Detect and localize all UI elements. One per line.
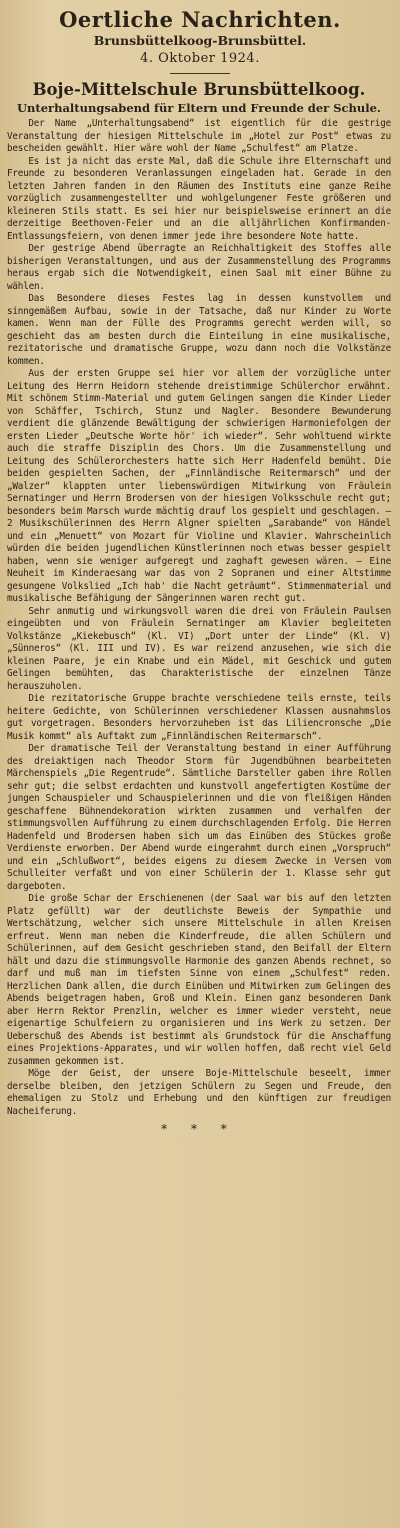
divider-rule — [170, 73, 230, 74]
place-line: Brunsbüttelkoog-Brunsbüttel. — [93, 33, 307, 48]
article-paragraph: Möge der Geist, der unsere Boje-Mittelschule beseelt, immer derselbe bleiben, den jetzigen Schülern zu Segen und Freude, den ehemaligen zu Stolz und Erhebung und den künftigen zur freudigen Nacheiferung. — [7, 1068, 391, 1117]
date-line: 4. Oktober 1924. — [140, 51, 260, 66]
article-paragraph: Sehr anmutig und wirkungsvoll waren die drei von Fräulein Paulsen eingeübten und von Fräulein Sernatinger am Klavier begleiteten Volkstänze „Kiekebusch“ (Kl. VI) „Dort unter der Linde“ (Kl. V) „Sünneros“ (Kl. III und IV). Es war reizend anzusehen, wie sich die kleinen Paare, je ein Knabe und ein Mädel, mit Geschick und gutem Gelingen bemühten, das Charakteristische der einzelnen Tänze herauszuholen. — [7, 605, 391, 692]
article-paragraph: Der Name „Unterhaltungsabend“ ist eigentlich für die gestrige Veranstaltung der hiesigen Mittelschule im „Hotel zur Post“ etwas zu bescheiden gewählt. Hier wäre wohl der Name „Schulfest“ am Platze. — [7, 118, 391, 154]
article-paragraph: Die rezitatorische Gruppe brachte verschiedene teils ernste, teils heitere Gedichte, von Schülerinnen verschiedener Klassen ausnahmslos gut vorgetragen. Besonders hervorzuheben ist das Liliencronsche „Die Musik kommt“ als Auftakt zum „Finnländischen Reitermarsch“. — [7, 693, 391, 742]
article — [0, 80, 400, 1136]
article-paragraph: Der gestrige Abend überragte an Reichhaltigkeit des Stoffes alle bisherigen Veranstaltungen, und aus der Zusammenstellung des Programms heraus ergab sich die Notwendigkeit, einen Saal mit einer Bühne zu wählen. — [7, 243, 391, 292]
end-marks: * * * — [161, 1122, 237, 1136]
article-headline: Boje-Mittelschule Brunsbüttelkoog. — [32, 80, 366, 99]
article-paragraph: Der dramatische Teil der Veranstaltung bestand in einer Aufführung des dreiaktigen nach Theodor Storm für Jugendbühnen bearbeiteten Märchenspiels „Die Regentrude“. Sämtliche Darsteller gaben ihre Rollen sehr gut; die selbst erdachten und kunstvoll angefertigten Kostüme der jungen Schauspieler und Schauspielerinnen und die von fleißigen Händen geschaffene Bühnendekoration wirkten zusammen und verhalfen der stimmungsvollen Aufführung zu einem durchschlagenden Erfolg. Die Herren Hadenfeld und Brodersen haben sich um das Einüben des Stückes große Verdienste erworben. Der Abend wurde eingerahmt durch einen „Vorspruch“ und ein „Schlußwort“, beides eigens zu diesem Zwecke in Versen vom Schulleiter verfaßt und von einer Schülerin der 1. Klasse sehr gut dargeboten. — [7, 743, 391, 892]
article-paragraph: Aus der ersten Gruppe sei hier vor allem der vorzügliche unter Leitung des Herrn Heidorn stehende dreistimmige Schülerchor erwähnt. Mit schönem Stimm-Material und gutem Gelingen sangen die Kinder Lieder von Schäffer, Tschirch, Stunz und Nagler. Besondere Bewunderung verdient die glänzende Bewältigung der schwierigen Harmoniefolgen der ersten Lieder „Deutsche Worte hör' ich wieder“. Sehr wohltuend wirkte auch die straffe Disziplin des Chors. Um die Zusammenstellung und Leitung des Schülerorchesters hatte sich Herr Hadenfeld bemüht. Die beiden gespielten Sachen, der „Finnländische Reitermarsch“ und der „Walzer“ klappten unter liebenswürdigen Mitwirkung von Fräulein Sernatinger und Herrn Brodersen von der hiesigen Volksschule recht gut; besonders beim Marsch wurde mächtig drauf los gespielt und geschlagen. — 2 Musikschülerinnen des Herrn Algner spielten „Sarabande“ von Händel und ein „Menuett“ von Mozart für Violine und Klavier. Wahrscheinlich würden die beiden jugendlichen Künstlerinnen noch etwas besser gespielt haben, wenn sie weniger aufgeregt und zaghaft gewesen wären. — Eine Neuheit im Kinderaesang war das von 2 Sopranen und einer Altstimme gesungene Volkslied „Ich hab' die Nacht geträumt“. Stimmenmaterial und musikalische Befähigung der Sängerinnen waren recht gut. — [7, 368, 391, 604]
article-paragraph: Das Besondere dieses Festes lag in dessen kunstvollem und sinngemäßem Aufbau, sowie in der Tatsache, daß nur Kinder zu Worte kamen. Wenn man der Fülle des Programms gerecht werden will, so geschieht das am besten durch die Einteilung in eine musikalische, rezitatorische und dramatische Gruppe, wozu dann noch die Volkstänze kommen. — [7, 293, 391, 367]
article-paragraph: Die große Schar der Erschienenen (der Saal war bis auf den letzten Platz gefüllt) war der deutlichste Beweis der Sympathie und Wertschätzung, welcher sich unsere Mittelschule in allen Kreisen erfreut. Wenn man neben die Kinderfreude, die allen Schülern und Schülerinnen, auf dem Gesicht geschrieben stand, den Beifall der Eltern hält und dazu die stimmungsvolle Harmonie des ganzen Abends rechnet, so darf und muß man im tiefsten Sinne von einem „Schulfest“ reden. Herzlichen Dank allen, die durch Einüben und Mitwirken zum Gelingen des Abends beigetragen haben, Groß und Klein. Einen ganz besonderen Dank aber Herrn Rektor Prenzlin, welcher es immer wieder versteht, neue eigenartige Schulfeiern zu organisieren und ins Werk zu setzen. Der Ueberschuß des Abends ist bestimmt als Grundstock für die Anschaffung eines Projektions-Apparates, und wir wollen hoffen, daß recht viel Geld zusammen gekommen ist. — [7, 893, 391, 1067]
section-title: Oertliche Nachrichten. — [59, 7, 341, 32]
article-subheadline: Unterhaltungsabend für Eltern und Freunde der Schule. — [17, 101, 381, 115]
masthead — [0, 0, 400, 74]
article-paragraph: Es ist ja nicht das erste Mal, daß die Schule ihre Elternschaft und Freunde zu besonderen Veranlassungen eingeladen hat. Gerade in den letzten Jahren fanden in den Räumen des Instituts eine ganze Reihe vorzüglich zusammengestellter und wohlgelungener Feste größeren und kleineren Stils statt. Es sei hier nur beispielsweise erinnert an die derzeitige Beethoven-Feier und an die alljährlichen Konfirmanden-Entlassungsfeiern, von denen immer jede ihre besondere Note hatte. — [7, 155, 391, 242]
